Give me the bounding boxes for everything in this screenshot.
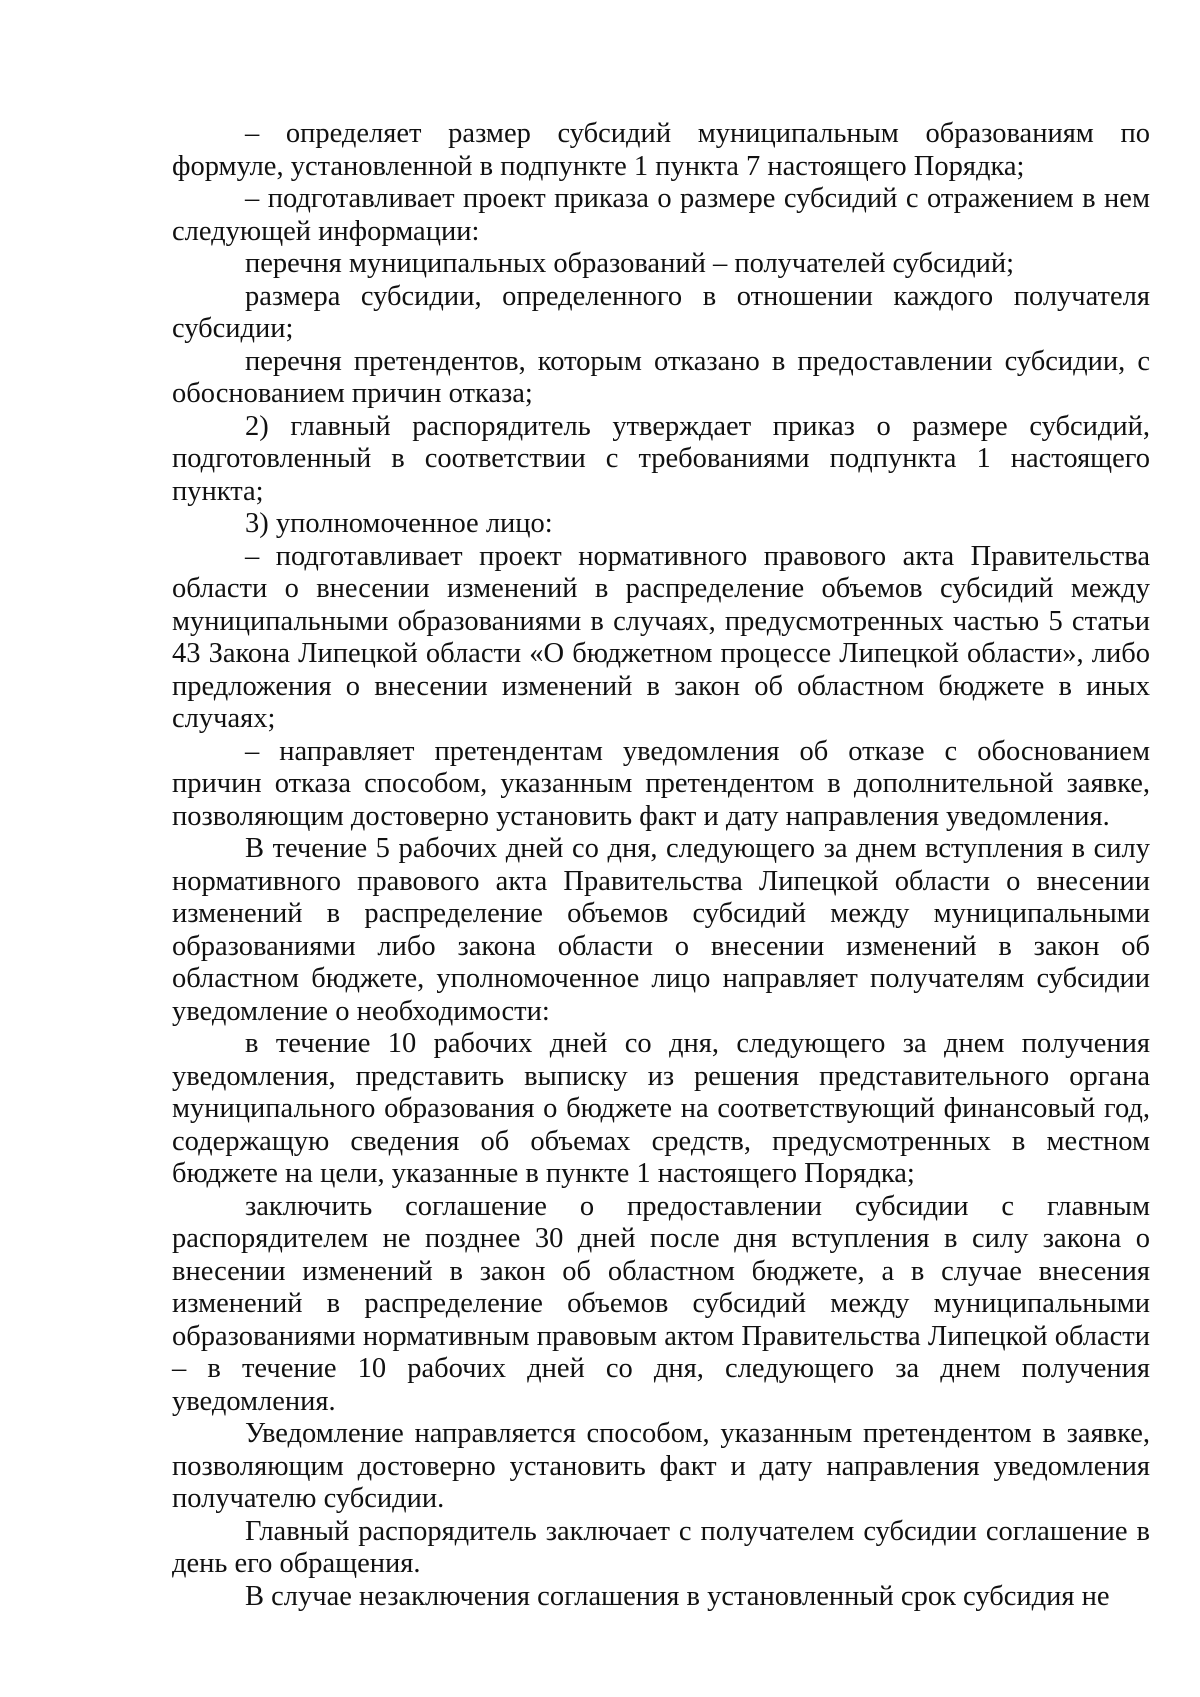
paragraph-15: В случае незаключения соглашения в установленный срок субсидия не	[245, 1580, 1110, 1612]
paragraph-3: перечня муниципальных образований – получателей субсидий;	[245, 248, 1014, 279]
paragraph-9: – направляет претендентам уведомления об отказе с обоснованием причин отказа способом, указанным претендентом в дополнительной заявке, позволяющим достоверно установить факт и дату направления уведомления.	[172, 735, 1150, 832]
paragraph-2: – подготавливает проект приказа о размере субсидий с отражением в нем следующей информации:	[172, 183, 1150, 247]
document-page	[172, 118, 1150, 1613]
paragraph-12: заключить соглашение о предоставлении субсидии с главным распорядителем не позднее 30 дней после дня вступления в силу закона о внесении изменений в закон об областном бюджете, а в случае внесения изменений в распределение объемов субсидий между муниципальными образованиями нормативным правовым актом Правительства Липецкой области – в течение 10 рабочих дней со дня, следующего за днем получения уведомления.	[172, 1190, 1150, 1417]
paragraph-11: в течение 10 рабочих дней со дня, следующего за днем получения уведомления, представить выписку из решения представительного органа муниципального образования о бюджете на соответствующий финансовый год, содержащую сведения об объемах средств, предусмотренных в местном бюджете на цели, указанные в пункте 1 настоящего Порядка;	[172, 1028, 1150, 1189]
paragraph-7: 3) уполномоченное лицо:	[245, 508, 553, 539]
paragraph-10: В течение 5 рабочих дней со дня, следующего за днем вступления в силу нормативного правового акта Правительства Липецкой области о внесении изменений в распределение объемов субсидий между муниципальными образованиями либо закона области о внесении изменений в закон об областном бюджете, уполномоченное лицо направляет получателям субсидии уведомление о необходимости:	[172, 833, 1150, 1027]
paragraph-1: – определяет размер субсидий муниципальным образованиям по формуле, установленной в подпункте 1 пункта 7 настоящего Порядка;	[172, 118, 1150, 182]
paragraph-13: Уведомление направляется способом, указанным претендентом в заявке, позволяющим достоверно установить факт и дату направления уведомления получателю субсидии.	[172, 1418, 1150, 1514]
paragraph-8: – подготавливает проект нормативного правового акта Правительства области о внесении изменений в распределение объемов субсидий между муниципальными образованиями в случаях, предусмотренных частью 5 статьи 43 Закона Липецкой области «О бюджетном процессе Липецкой области», либо предложения о внесении изменений в закон об областном бюджете в иных случаях;	[172, 540, 1150, 734]
paragraph-6: 2) главный распорядитель утверждает приказ о размере субсидий, подготовленный в соответствии с требованиями подпункта 1 настоящего пункта;	[172, 410, 1150, 507]
paragraph-5: перечня претендентов, которым отказано в предоставлении субсидии, с обоснованием причин отказа;	[172, 345, 1150, 409]
paragraph-14: Главный распорядитель заключает с получателем субсидии соглашение в день его обращения.	[172, 1515, 1150, 1579]
paragraph-4: размера субсидии, определенного в отношении каждого получателя субсидии;	[172, 280, 1150, 344]
